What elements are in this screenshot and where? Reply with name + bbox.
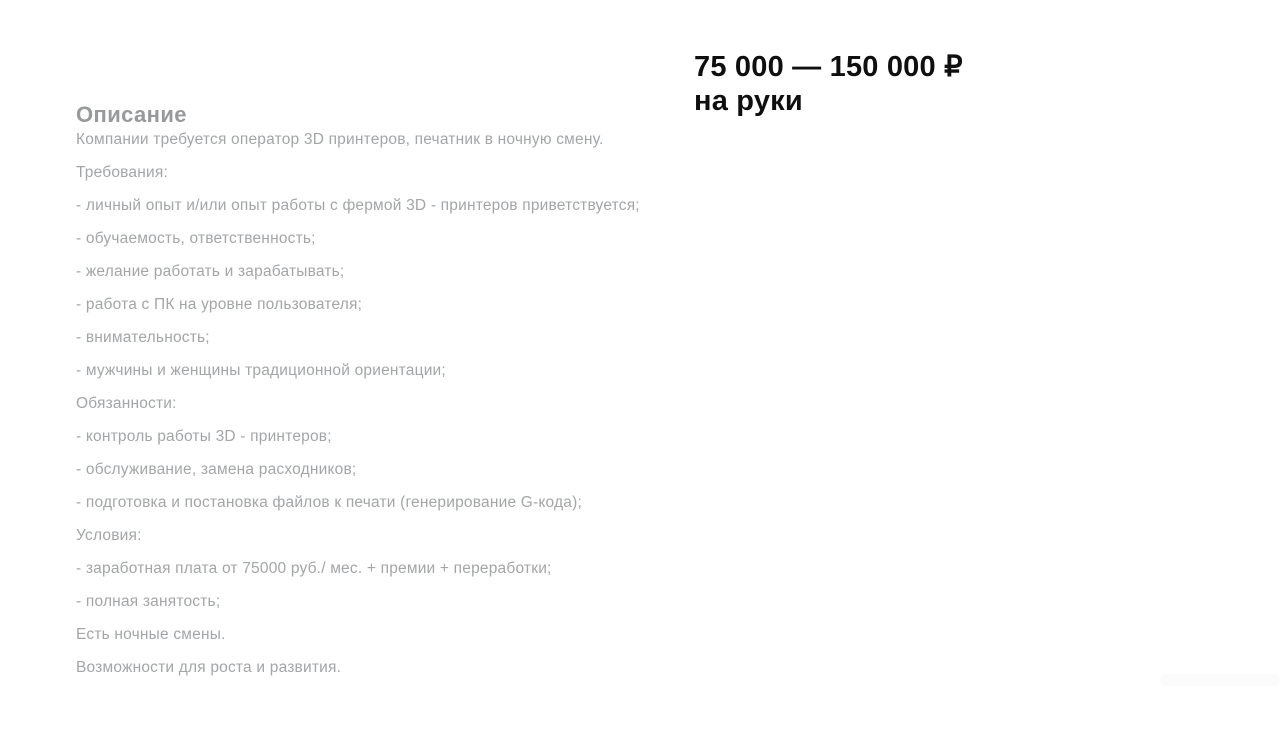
description-line: - обучаемость, ответственность; bbox=[76, 230, 316, 247]
description-line: Компании требуется оператор 3D принтеров, печатник в ночную смену. bbox=[76, 131, 604, 148]
description-line: Обязанности: bbox=[76, 395, 177, 412]
description-line: - работа с ПК на уровне пользователя; bbox=[76, 296, 363, 313]
description-line: - подготовка и постановка файлов к печати (генерирование G-кода); bbox=[76, 494, 582, 511]
description-line: - обслуживание, замена расходников; bbox=[76, 461, 357, 478]
salary-period: на руки bbox=[694, 85, 803, 117]
description-text bbox=[76, 123, 640, 684]
description-line: - личный опыт и/или опыт работы с фермой 3D - принтеров приветствуется; bbox=[76, 197, 640, 214]
salary-amount: 75 000 — 150 000 ₽ bbox=[694, 51, 963, 83]
description-line: Требования: bbox=[76, 164, 168, 181]
description-line: Возможности для роста и развития. bbox=[76, 659, 342, 676]
description-line: - заработная плата от 75000 руб./ мес. + премии + переработки; bbox=[76, 560, 552, 577]
description-line: - внимательность; bbox=[76, 329, 210, 346]
description-heading: Описание bbox=[76, 102, 187, 128]
faint-artifact bbox=[1160, 674, 1280, 686]
description-line: - полная занятость; bbox=[76, 593, 221, 610]
salary-block bbox=[694, 50, 963, 118]
description-line: Есть ночные смены. bbox=[76, 626, 226, 643]
description-line: - желание работать и зарабатывать; bbox=[76, 263, 345, 280]
description-line: Условия: bbox=[76, 527, 142, 544]
description-line: - контроль работы 3D - принтеров; bbox=[76, 428, 332, 445]
description-line: - мужчины и женщины традиционной ориентации; bbox=[76, 362, 446, 379]
